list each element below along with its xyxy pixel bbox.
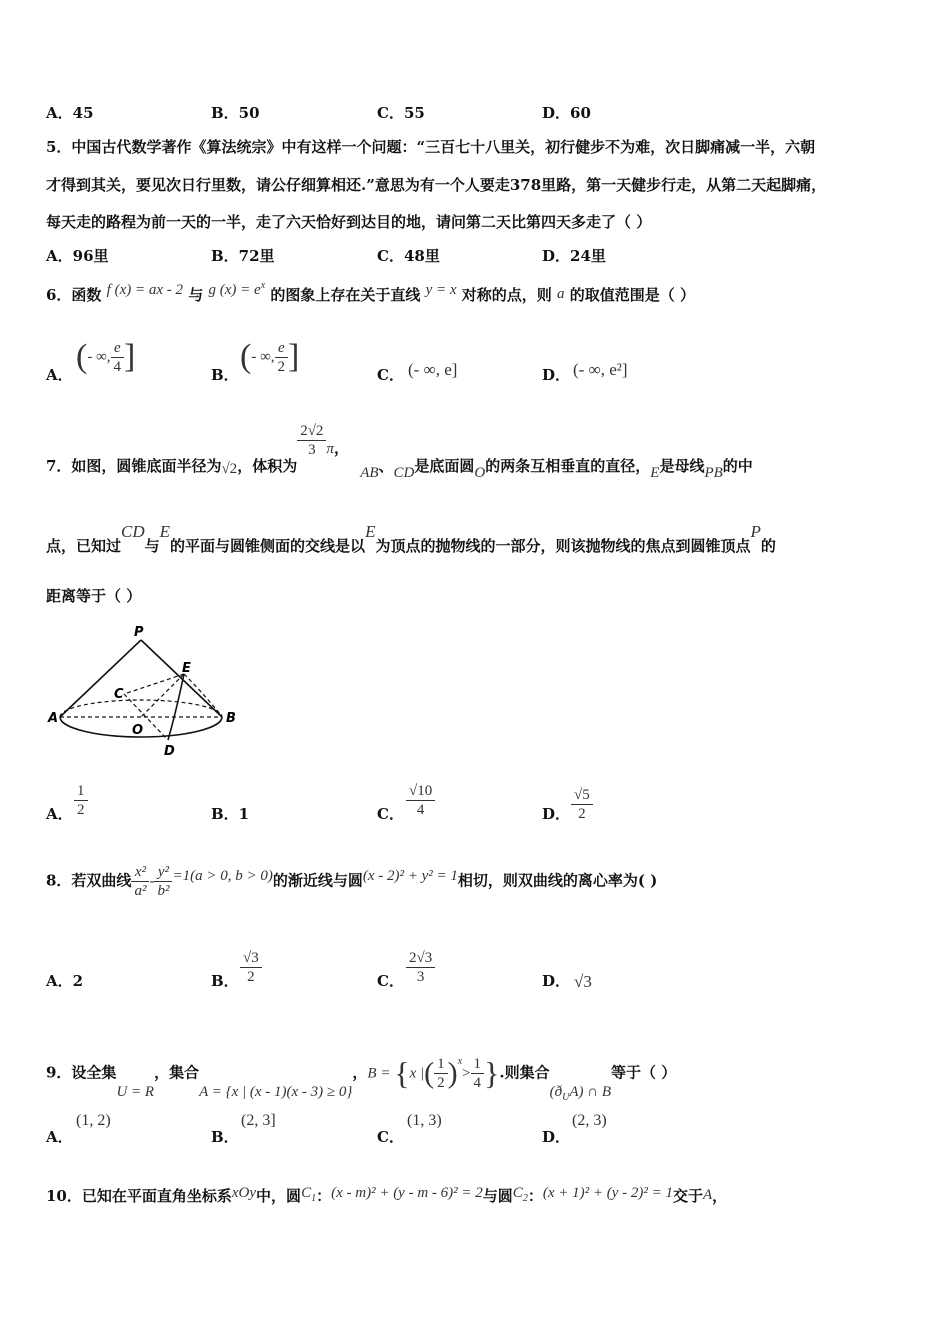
q10-colon2: ：	[527, 1187, 543, 1205]
q7-l2e: E	[159, 522, 171, 541]
q8-label-d: D．	[542, 972, 571, 990]
q5-line-3: 每天走的路程为前一天的一半，走了六天恰好到达目的地，请问第二天比第四天多走了（ ）	[46, 213, 652, 231]
q6-option-a: (- ∞, $\frac{e}{4}$ ]	[76, 338, 136, 375]
q7-option-d	[571, 786, 593, 823]
q7-prefix: 7．如图，圆锥底面半径为	[46, 456, 222, 475]
q9-q-num: 1	[471, 1055, 485, 1074]
q7-label-d: D．	[542, 805, 571, 823]
q9-t2: ，	[352, 1063, 368, 1082]
q6-optB-num: e	[275, 339, 289, 358]
q9-expr-sub: U	[562, 1091, 570, 1103]
q6-and: 与	[188, 286, 204, 304]
q9-expr-a: (ð	[549, 1083, 563, 1100]
q8-optC-den: 3	[416, 969, 425, 985]
q8-stem	[46, 863, 657, 900]
q8-option-c	[406, 949, 435, 986]
q9-q-den: 4	[473, 1075, 482, 1091]
q7-optD-num: √5	[571, 786, 593, 805]
q6-mid3: 对称的点，则	[461, 286, 552, 304]
q6-var: a	[557, 286, 565, 302]
q6-g-exp: x	[260, 280, 266, 291]
q7-line-1	[46, 423, 753, 481]
q8-optB-den: 2	[247, 969, 255, 985]
q7-l2cd: CD	[121, 522, 145, 541]
q10-c2-letter: C	[512, 1185, 523, 1201]
q4-option-d: D．60	[542, 104, 591, 122]
q4-option-c: C．55	[377, 104, 425, 122]
q7-option-b: B．1	[211, 805, 250, 823]
q8-mid: 的渐近线与圆	[272, 871, 363, 890]
q6-optA-left: - ∞,	[87, 349, 111, 365]
q10-c1	[301, 1185, 317, 1204]
q6-label-c: C．	[377, 366, 404, 384]
q8-y2: y²	[154, 863, 172, 882]
q9-expr	[549, 1083, 611, 1103]
q5-option-b: B．72里	[211, 247, 275, 265]
q7-label-c: C．	[377, 805, 404, 823]
q7-pb: PB	[704, 464, 723, 481]
q8-b2: b²	[157, 883, 170, 899]
q7-t4: 是底面圆	[414, 456, 475, 475]
q7-line-3: 距离等于（ ）	[46, 587, 142, 605]
q7-cone-figure	[44, 622, 244, 762]
q8-x2: x²	[131, 863, 149, 882]
q10-c1-letter: C	[301, 1185, 312, 1201]
q6-optA-den: 4	[113, 358, 122, 375]
q8-a2: a²	[134, 883, 147, 899]
q9-u: U = R	[116, 1083, 155, 1100]
q10-stem	[46, 1185, 727, 1208]
q7-t6: 是母线	[659, 456, 705, 475]
q7-optC-den: 4	[416, 802, 425, 818]
q7-radius: √2	[221, 460, 238, 477]
q7-l2e2: E	[365, 522, 376, 541]
q9-setB-left: B =	[367, 1065, 395, 1082]
q6-label-b: B．	[211, 366, 239, 384]
q10-c2	[512, 1185, 528, 1204]
q7-t7: 的中	[722, 456, 753, 475]
q7-optD-den: 2	[578, 806, 586, 822]
q7-t2: ，	[333, 438, 349, 457]
q8-suffix: 相切，则双曲线的离心率为( )	[457, 871, 658, 890]
q8-circle: (x - 2)² + y² = 1	[362, 867, 458, 884]
q5-option-d: D．24里	[542, 247, 606, 265]
q7-vol-den: 3	[308, 442, 316, 458]
q9-t1: ，集合	[154, 1063, 200, 1082]
q9-setB-x: x |	[409, 1065, 425, 1082]
q9-label-b: B．	[211, 1128, 239, 1146]
fig-label-e: E	[182, 661, 191, 676]
q7-ab: AB	[360, 464, 379, 481]
q4-option-b: B．50	[211, 104, 260, 122]
fig-label-p: P	[134, 625, 144, 640]
q7-option-a	[74, 782, 88, 819]
q7-l2d: 为顶点的抛物线的一部分，则该抛物线的焦点到圆锥顶点	[375, 537, 751, 555]
q8-option-b	[240, 949, 262, 986]
q6-option-b: (- ∞, $\frac{e}{2}$ ]	[240, 338, 300, 375]
q7-optA-num: 1	[74, 782, 88, 801]
q9-label-a: A．	[46, 1128, 73, 1146]
q7-l2b: 与	[144, 537, 160, 555]
q7-l2p: P	[750, 522, 761, 541]
q5-line-2: 才得到其关，要见次日行里数，请公仔细算相还.”意思为有一个人要走378里路，第一天健步行走，从第二天起脚痛，	[46, 176, 827, 194]
q10-c1-sub: 1	[311, 1193, 317, 1204]
q10-eq2: (x + 1)² + (y - 2)² = 1	[542, 1185, 673, 1201]
q6-option-d: (- ∞, e²]	[573, 360, 628, 379]
fig-label-o: O	[132, 723, 144, 738]
q4-option-a: A．45	[46, 104, 94, 122]
q7-t1: ，体积为	[237, 456, 298, 475]
q10-colon1: ：	[316, 1187, 332, 1205]
q7-t5: 的两条互相垂直的直径，	[485, 456, 651, 475]
q9-label-c: C．	[377, 1128, 404, 1146]
q10-t1: 中，圆	[256, 1187, 302, 1205]
q9-label-d: D．	[542, 1128, 571, 1146]
q9-option-d: (2, 3)	[572, 1112, 607, 1129]
fig-label-a: A	[48, 711, 59, 726]
q8-option-d: √3	[574, 972, 592, 991]
fig-label-b: B	[226, 711, 236, 726]
q7-l2c: 的平面与圆锥侧面的交线是以	[170, 537, 366, 555]
q6-optB-den: 2	[277, 358, 286, 375]
q7-l2f: 的	[760, 537, 776, 555]
q7-e: E	[650, 464, 660, 481]
q8-option-a: A．2	[46, 972, 84, 990]
q9-prefix: 9．设全集	[46, 1063, 117, 1082]
q6-optA-num: e	[111, 339, 125, 358]
q7-t3: 、	[378, 456, 394, 475]
q10-t4: ，	[712, 1187, 728, 1205]
q9-expr-b: A) ∩ B	[569, 1083, 611, 1100]
q6-optB-left: - ∞,	[251, 349, 275, 365]
q7-l2a: 点，已知过	[46, 537, 122, 555]
q8-prefix: 8．若双曲线	[46, 871, 132, 890]
q6-option-c: (- ∞, e]	[408, 360, 458, 379]
q7-label-a: A．	[46, 805, 73, 823]
q7-cd: CD	[393, 464, 415, 481]
fig-label-c: C	[114, 687, 124, 702]
q9-half-den: 2	[437, 1075, 445, 1091]
q9-setA: A = {x | (x - 1)(x - 3) ≥ 0}	[199, 1083, 353, 1100]
q8-cond: =1(a > 0, b > 0)	[172, 867, 273, 884]
q7-optC-num: √10	[406, 782, 435, 801]
q9-t4: 等于（ ）	[611, 1063, 677, 1082]
q10-eq1: (x - m)² + (y - m - 6)² = 2	[331, 1185, 483, 1201]
q7-pi: π	[326, 440, 334, 457]
q9-half-num: 1	[434, 1055, 448, 1074]
q9-stem: 9．设全集U = R，集合A = {x | (x - 1)(x - 3) ≥ 0}，B = {x |( $\frac{1}{2}$ )$^x$> $\frac{1}{4}$ }.则集合$(ð_UA)$ ∩ B等于（ ）	[46, 1055, 677, 1103]
q6-label-d: D．	[542, 366, 571, 384]
q6-prefix: 6．函数	[46, 286, 102, 304]
q9-gt: >	[462, 1065, 471, 1082]
q5-option-a: A．96里	[46, 247, 109, 265]
q8-minus: -	[149, 873, 155, 890]
q6-g-base: g (x) = e	[208, 282, 261, 298]
q7-line-2	[46, 522, 776, 556]
q10-prefix: 10．已知在平面直角坐标系	[46, 1187, 232, 1205]
q10-xoy: xOy	[231, 1185, 257, 1201]
q7-optA-den: 2	[77, 802, 85, 818]
q8-label-b: B．	[211, 972, 239, 990]
q6-function-g	[209, 282, 266, 298]
q5-option-c: C．48里	[377, 247, 440, 265]
q6-label-a: A．	[46, 366, 73, 384]
q6-stem	[46, 280, 696, 305]
q6-mid2: 的图象上存在关于直线	[270, 286, 421, 304]
q6-function-f: f (x) = ax - 2	[106, 282, 184, 298]
q6-line: y = x	[425, 282, 457, 298]
q7-vol-num: 2√2	[297, 422, 326, 441]
q7-o: O	[474, 464, 486, 481]
fig-label-d: D	[164, 744, 175, 759]
q9-exp: x	[457, 1055, 463, 1067]
q10-t2: 与圆	[482, 1187, 513, 1205]
q8-optB-num: √3	[240, 949, 262, 968]
q9-t3: .则集合	[499, 1063, 550, 1082]
q10-a: A	[703, 1187, 713, 1203]
q9-option-a: (1, 2)	[76, 1112, 111, 1129]
q5-line-1: 5．中国古代数学著作《算法统宗》中有这样一个问题：“三百七十八里关，初行健步不为难，次日脚痛减一半，六朝	[46, 138, 816, 156]
q10-t3: 交于	[672, 1187, 703, 1205]
q10-c2-sub: 2	[522, 1193, 528, 1204]
q8-label-c: C．	[377, 972, 404, 990]
q6-suffix: 的取值范围是（ ）	[569, 286, 696, 304]
q7-option-c	[406, 782, 435, 819]
q9-option-c: (1, 3)	[407, 1112, 442, 1129]
q8-optC-num: 2√3	[406, 949, 435, 968]
q9-option-b: (2, 3]	[241, 1112, 276, 1129]
